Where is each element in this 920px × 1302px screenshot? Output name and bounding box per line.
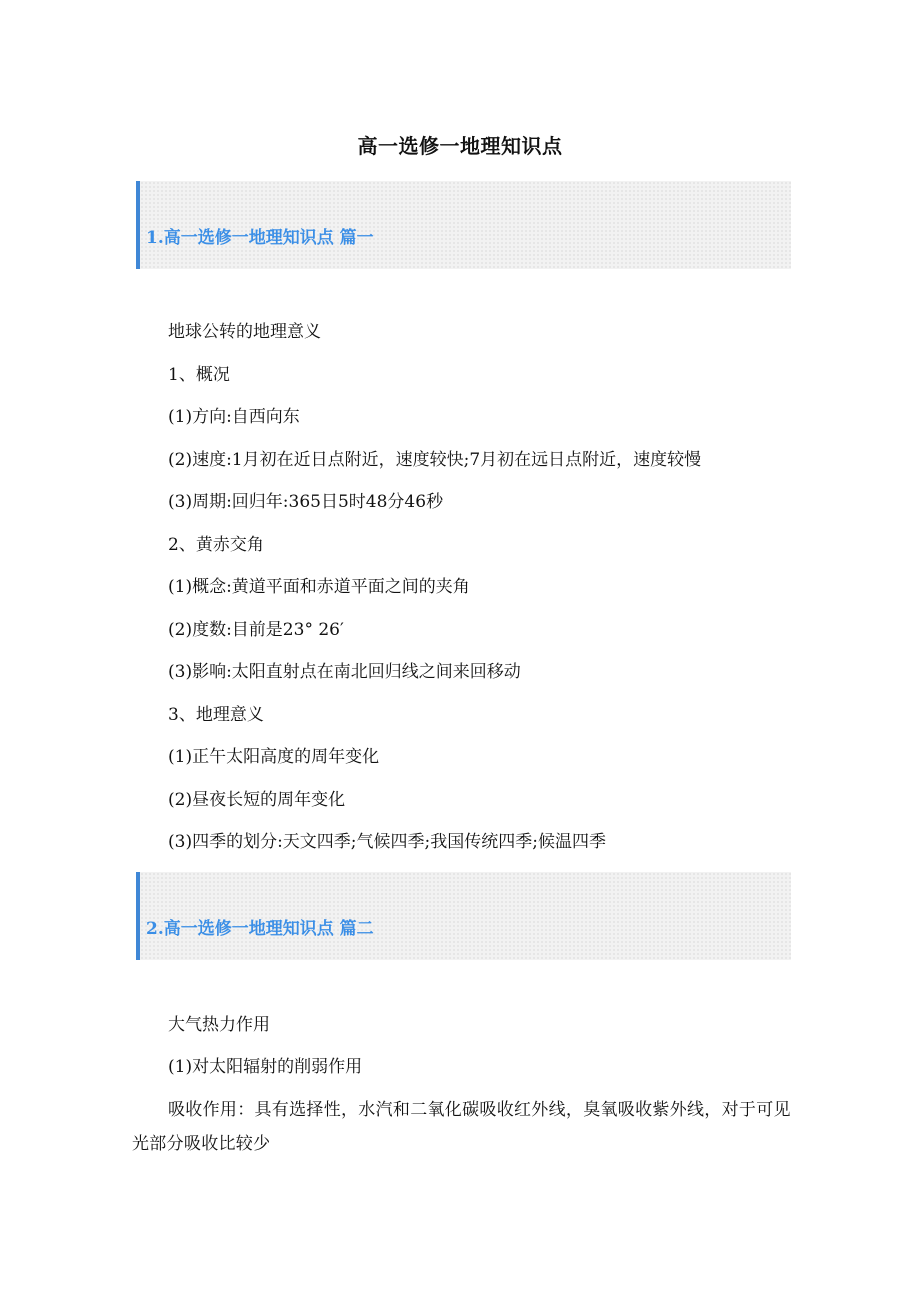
section-header-1: [136, 181, 791, 269]
paragraph: (2)速度:1月初在近日点附近，速度较快;7月初在远日点附近，速度较慢: [168, 450, 702, 470]
section-heading-2: 2.高一选修一地理知识点 篇二: [146, 919, 374, 939]
paragraph: (1)概念:黄道平面和赤道平面之间的夹角: [168, 577, 470, 597]
paragraph: (1)方向:自西向东: [168, 407, 300, 427]
paragraph: 2、黄赤交角: [168, 535, 264, 555]
paragraph: (3)四季的划分:天文四季;气候四季;我国传统四季;候温四季: [168, 832, 606, 852]
paragraph: (3)周期:回归年:365日5时48分46秒: [168, 492, 444, 512]
paragraph: 3、地理意义: [168, 705, 264, 725]
paragraph: (3)影响:太阳直射点在南北回归线之间来回移动: [168, 662, 521, 682]
paragraph: 1、概况: [168, 365, 230, 385]
document-title: 高一选修一地理知识点: [357, 134, 563, 158]
paragraph: (1)正午太阳高度的周年变化: [168, 747, 380, 767]
paragraph: (2)昼夜长短的周年变化: [168, 790, 346, 810]
paragraph: (1)对太阳辐射的削弱作用: [168, 1057, 363, 1077]
paragraph: (2)度数:目前是23° 26′: [168, 620, 344, 640]
paragraph-wrapped: 吸收作用：具有选择性，水汽和二氧化碳吸收红外线，臭氧吸收紫外线，对于可见光部分吸收比较少: [132, 1100, 791, 1154]
section-header-2: [136, 872, 791, 960]
section-heading-1: 1.高一选修一地理知识点 篇一: [146, 228, 374, 248]
paragraph: 地球公转的地理意义: [168, 322, 321, 342]
paragraph: 大气热力作用: [168, 1015, 270, 1035]
